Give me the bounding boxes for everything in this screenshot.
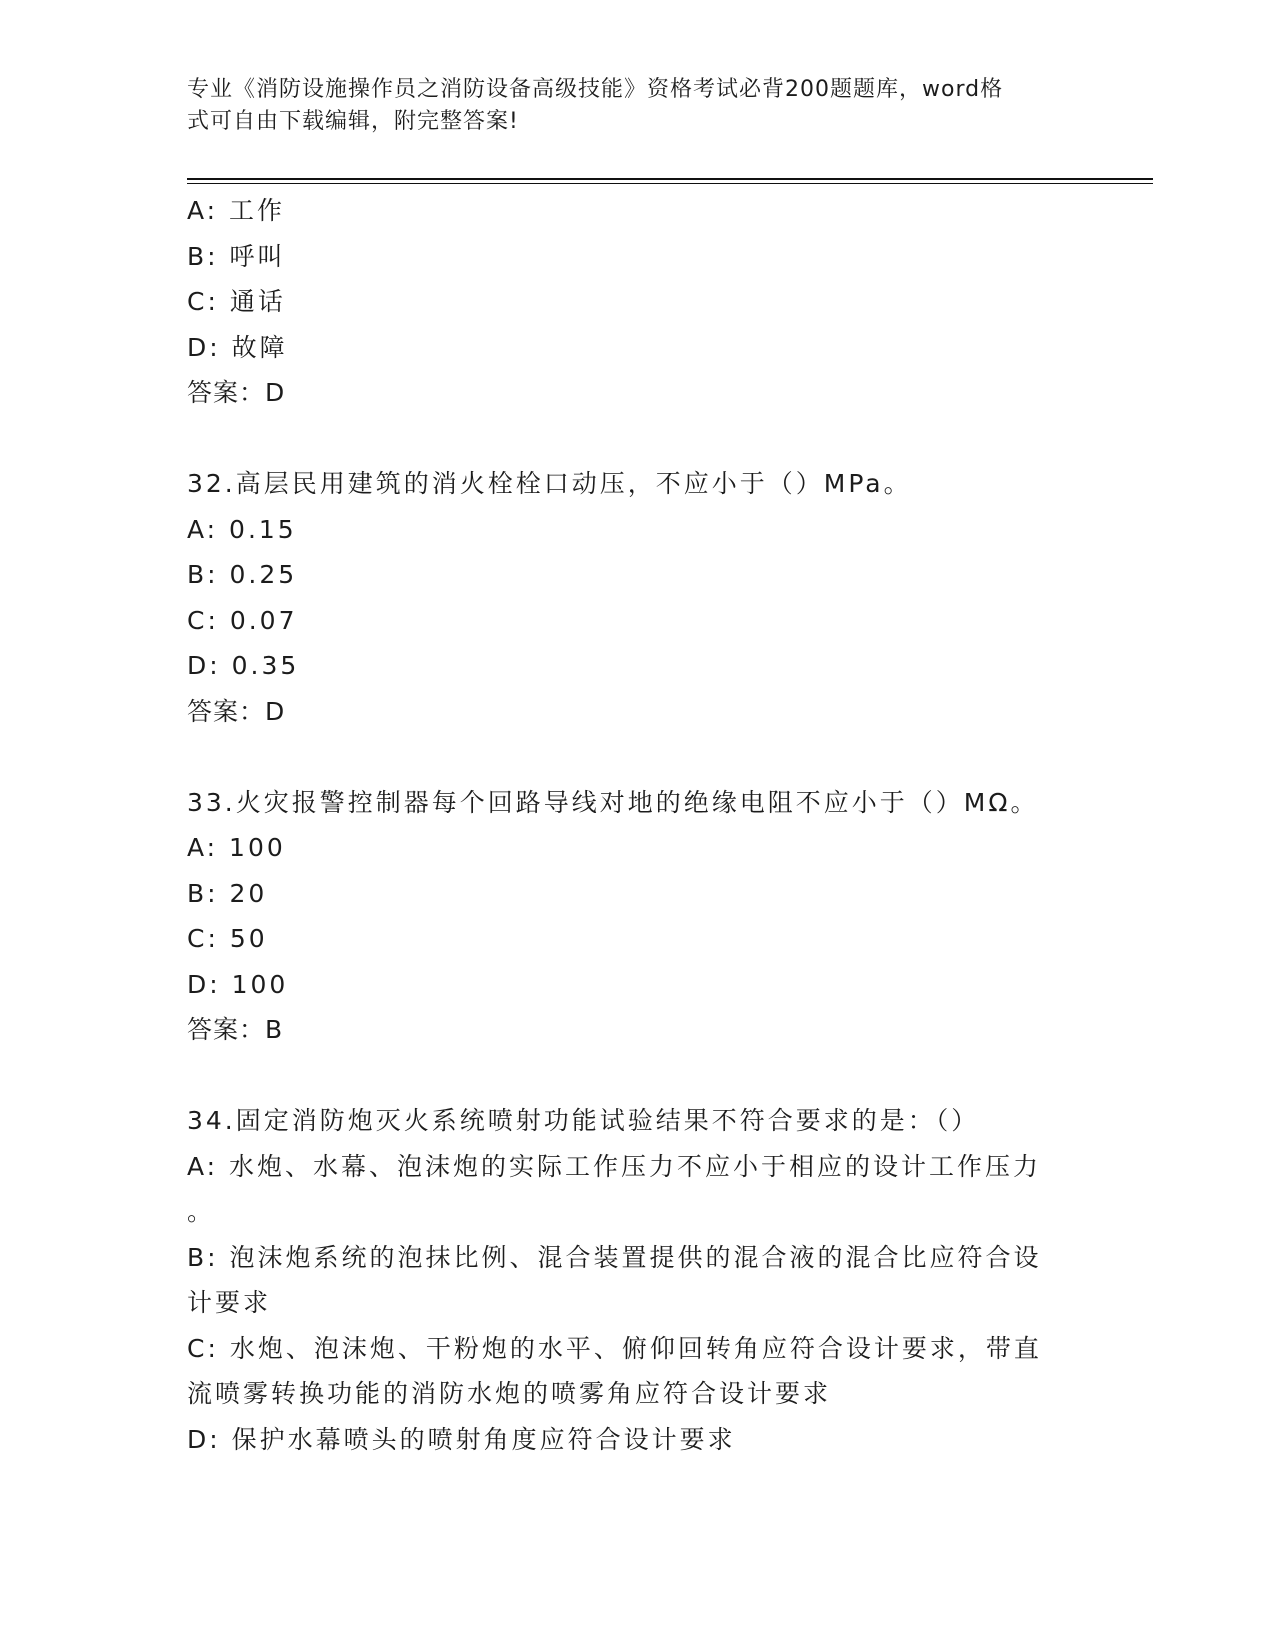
question-text: 固定消防炮灭火系统喷射功能试验结果不符合要求的是：（） bbox=[235, 1106, 980, 1135]
header-line-2: 式可自由下载编辑，附完整答案! bbox=[187, 109, 519, 134]
question-stem bbox=[187, 1098, 1087, 1144]
option-a-line-2: 。 bbox=[187, 1197, 216, 1226]
option-c bbox=[187, 1326, 1087, 1417]
question-stem bbox=[187, 780, 1087, 826]
option-c: C: 0.07 bbox=[187, 605, 298, 635]
question-number: 34. bbox=[187, 1106, 236, 1135]
option-d: D: 故障 bbox=[187, 332, 288, 362]
question-list bbox=[187, 188, 1087, 1462]
question-32 bbox=[187, 461, 1087, 734]
question-text: 火灾报警控制器每个回路导线对地的绝缘电阻不应小于（）MΩ。 bbox=[235, 787, 1039, 817]
question-31 bbox=[187, 188, 1087, 416]
spacer bbox=[187, 416, 1087, 462]
option-b bbox=[187, 1235, 1087, 1326]
option-a bbox=[187, 1144, 1087, 1235]
option-a: A: 0.15 bbox=[187, 514, 297, 544]
answer: 答案：B bbox=[187, 1015, 284, 1044]
header-divider-thick bbox=[187, 178, 1153, 180]
question-33 bbox=[187, 780, 1087, 1053]
option-a-line-1: A: 水炮、水幕、泡沫炮的实际工作压力不应小于相应的设计工作压力 bbox=[187, 1151, 1042, 1181]
option-b: B: 呼叫 bbox=[187, 241, 286, 271]
answer: 答案：D bbox=[187, 378, 286, 407]
option-c-line-1: C: 水炮、泡沫炮、干粉炮的水平、俯仰回转角应符合设计要求，带直 bbox=[187, 1333, 1042, 1363]
option-d bbox=[187, 1417, 1087, 1463]
option-d: D: 0.35 bbox=[187, 651, 300, 680]
answer: 答案：D bbox=[187, 696, 286, 726]
option-a: A: 100 bbox=[187, 833, 286, 862]
question-34 bbox=[187, 1098, 1087, 1462]
option-b-line-2: 计要求 bbox=[187, 1288, 272, 1317]
option-d-line-1: D: 保护水幕喷头的喷射角度应符合设计要求 bbox=[187, 1424, 736, 1454]
header-line-1: 专业《消防设施操作员之消防设备高级技能》资格考试必背200题题库，word格 bbox=[187, 77, 1004, 102]
question-number: 32. bbox=[187, 469, 236, 498]
option-c: C: 50 bbox=[187, 924, 268, 953]
question-text: 高层民用建筑的消火栓栓口动压，不应小于（）MPa。 bbox=[235, 469, 912, 498]
option-b-line-1: B: 泡沫炮系统的泡抹比例、混合装置提供的混合液的混合比应符合设 bbox=[187, 1242, 1042, 1272]
spacer bbox=[187, 734, 1087, 780]
option-d: D: 100 bbox=[187, 969, 289, 999]
header-divider-thin bbox=[187, 183, 1153, 184]
question-stem bbox=[187, 461, 1087, 507]
option-b: B: 0.25 bbox=[187, 560, 298, 589]
document-header bbox=[187, 74, 1077, 138]
option-a: A: 工作 bbox=[187, 196, 286, 225]
question-number: 33. bbox=[187, 787, 236, 817]
option-b: B: 20 bbox=[187, 878, 268, 908]
option-c-line-2: 流喷雾转换功能的消防水炮的喷雾角应符合设计要求 bbox=[187, 1379, 832, 1408]
option-c: C: 通话 bbox=[187, 287, 286, 316]
spacer bbox=[187, 1053, 1087, 1099]
